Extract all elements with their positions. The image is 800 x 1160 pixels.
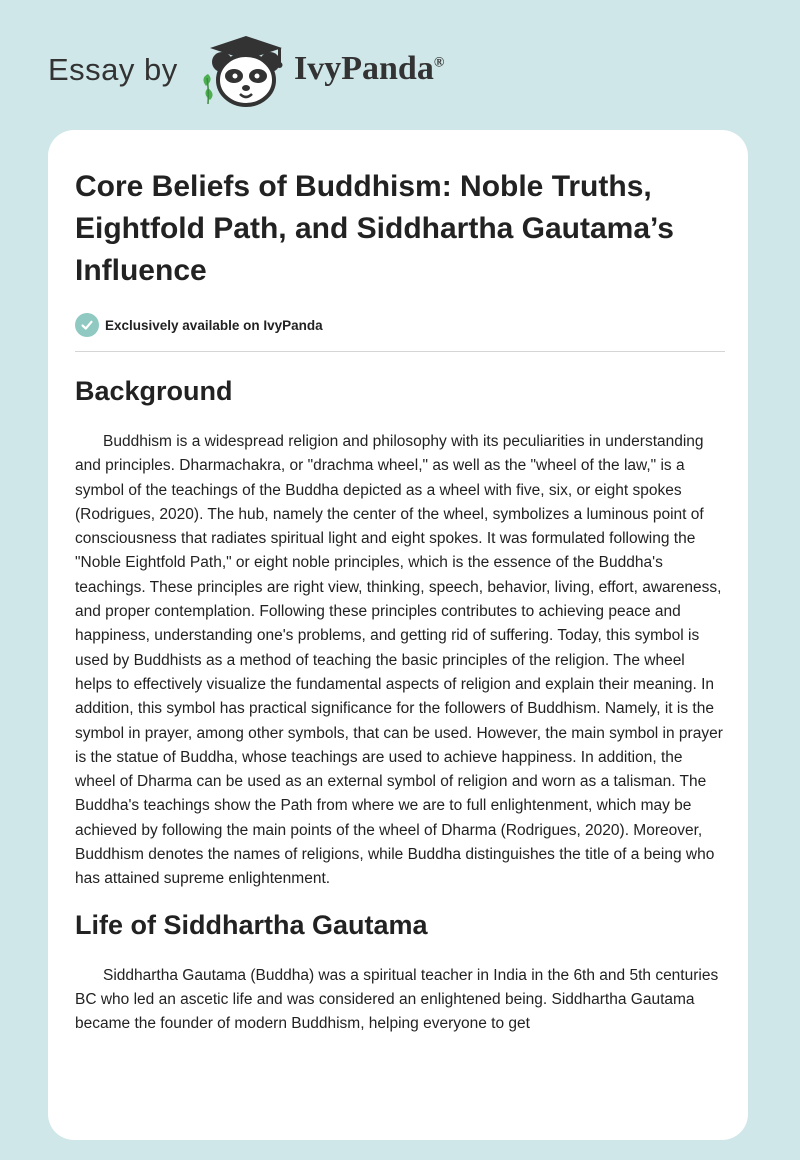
essay-card [48,130,748,1140]
site-header [48,34,548,108]
divider [75,351,725,352]
ivypanda-logo-icon[interactable] [198,34,294,108]
exclusive-badge [75,312,725,338]
section-heading-background: Background [75,376,233,406]
section-heading-life: Life of Siddhartha Gautama [75,909,428,940]
essay-by-label: Essay by [48,52,178,87]
registered-mark: ® [433,55,445,71]
brand-name[interactable]: IvyPanda® [294,50,445,87]
section-paragraph-background: Buddhism is a widespread religion and philosophy with its peculiarities in understanding and principles. Dharmachakra, or "drachma wheel," as well as the "wheel of the law," is a symbol of the teachings of the Buddha depicted as a wheel with five, six, or eight spokes (Rodrigues, 2020). The hub, namely the center of the wheel, symbolizes a luminous point of consciousness that radiates spiritual light and eight spokes. It was formulated following the "Noble Eightfold Path," or eight noble principles, which is the essence of the Buddha's teachings. These principles are right view, thinking, speech, behavior, living, effort, awareness, and proper contemplation. Following these principles contributes to achieving peace and happiness, understanding one's problems, and getting rid of suffering. Today, this symbol is used by Buddhists as a method of teaching the basic principles of the religion. The wheel helps to effectively visualize the fundamental aspects of religion and explain their meaning. In addition, this symbol has practical significance for the followers of Buddhism. Namely, it is the symbol in prayer, among other symbols, that can be used. However, the main symbol in prayer is the statue of Buddha, whose teachings are used to achieve happiness. In addition, the wheel of Dharma can be used as an external symbol of religion and worn as a talisman. The Buddha's teachings show the Path from where we are to full enlightenment, which may be achieved by following the main points of the wheel of Dharma (Rodrigues, 2020). Moreover, Buddhism denotes the names of religions, while Buddha distinguishes the title of a being who has attained supreme enlightenment. [75,433,723,888]
check-icon [75,313,99,337]
essay-title: Core Beliefs of Buddhism: Noble Truths, Eightfold Path, and Siddhartha Gautama’s Influence [75,170,674,287]
essay-content [75,166,725,1037]
section-paragraph-life: Siddhartha Gautama (Buddha) was a spiritual teacher in India in the 6th and 5th centuries BC who led an ascetic life and was considered an enlightened being. Siddhartha Gautama became the founder of modern Buddhism, helping everyone to get [75,966,719,1033]
exclusive-label: Exclusively available on IvyPanda [105,317,323,333]
